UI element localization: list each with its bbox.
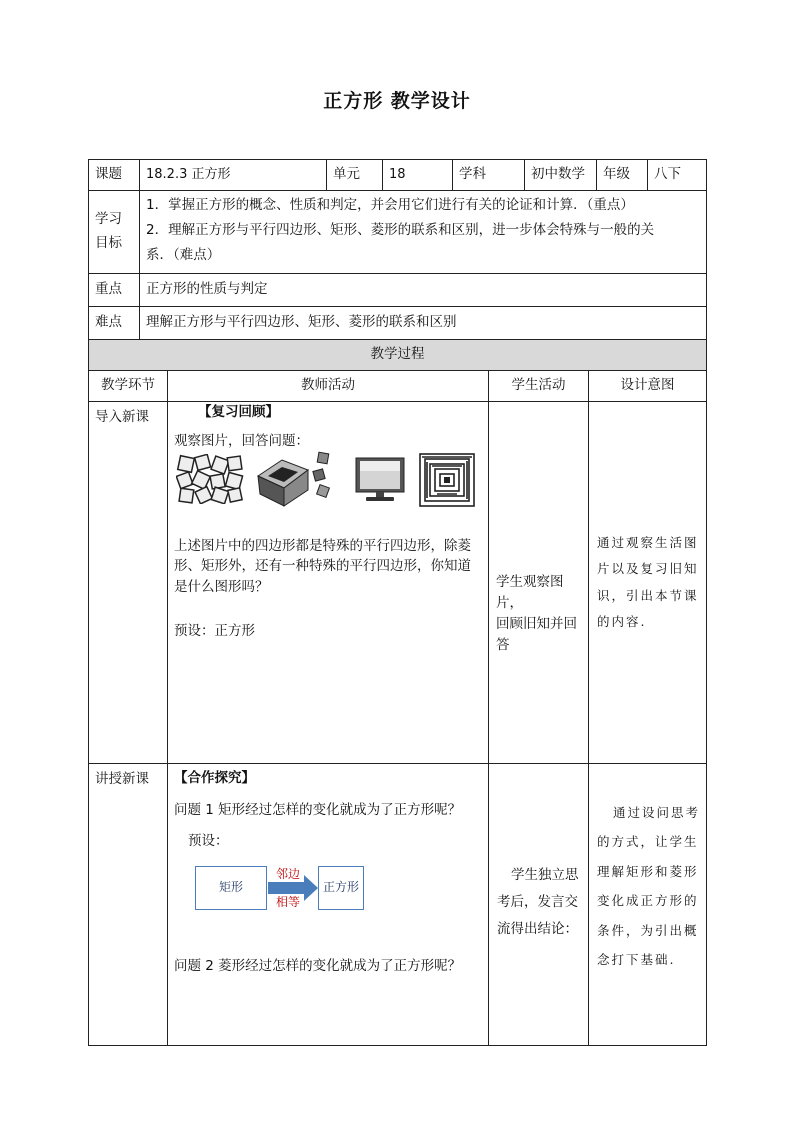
section2-preset: 预设：	[188, 833, 229, 849]
subject-value: 初中数学	[524, 159, 597, 191]
difficulty-text: 理解正方形与平行四边形、矩形、菱形的联系和区别	[139, 306, 707, 340]
section1-preset: 预设：正方形	[174, 623, 255, 639]
section2-heading: 【合作探究】	[174, 770, 255, 786]
key-point-text: 正方形的性质与判定	[139, 273, 707, 307]
objective-2-cont: 系．（难点）	[146, 246, 221, 263]
objective-1: 1．掌握正方形的概念、性质和判定，并会用它们进行有关的论证和计算．（重点）	[146, 197, 634, 213]
section2-student: 学生独立思 考后，发言交 流得出结论：	[488, 763, 589, 1046]
section2-teacher	[167, 763, 489, 1046]
section2-intent: 通过设问思考 的方式，让学生 理解矩形和菱形 变化成正方形的 条件，为引出概 念打下基础.	[588, 763, 707, 1046]
unit-label: 单元	[326, 159, 383, 191]
section1-paragraph: 上述图片中的四边形都是特殊的平行四边形，除菱 形、矩形外，还有一种特殊的平行四边形，你知道 是什么图形吗？	[174, 538, 471, 595]
monitor-image	[354, 456, 406, 504]
maze-image	[418, 452, 476, 508]
page-title: 正方形 教学设计	[323, 90, 471, 112]
section1-teacher	[167, 401, 489, 764]
col-student: 学生活动	[488, 370, 589, 402]
grade-value: 八下	[647, 159, 707, 191]
question-2: 问题 2 菱形经过怎样的变化就成为了正方形呢？	[174, 958, 462, 974]
course-value: 18.2.3 正方形	[139, 159, 327, 191]
square-box: 正方形	[318, 866, 364, 910]
section2-stage: 讲授新课	[88, 763, 168, 1046]
course-label: 课题	[88, 159, 140, 191]
cube-image	[254, 450, 336, 508]
section1-prompt: 观察图片，回答问题：	[174, 433, 309, 449]
section1-stage: 导入新课	[88, 401, 168, 764]
subject-label: 学科	[452, 159, 525, 191]
rect-box: 矩形	[195, 866, 267, 910]
objective-2: 2．理解正方形与平行四边形、矩形、菱形的联系和区别，进一步体会特殊与一般的关	[146, 221, 655, 238]
unit-value: 18	[382, 159, 453, 191]
tiles-image	[176, 454, 244, 504]
col-intent: 设计意图	[588, 370, 707, 402]
col-teacher: 教师活动	[167, 370, 489, 402]
arrow-label-top: 邻边	[276, 867, 301, 881]
section1-intent: 通过观察生活图 片以及复习旧知 识，引出本节课 的内容.	[588, 401, 707, 764]
objectives-label: 学习 目标	[88, 190, 140, 274]
arrow-label-bottom: 相等	[276, 895, 301, 909]
section1-heading: 【复习回顾】	[198, 404, 279, 420]
section1-student: 学生观察图片， 回顾旧知并回 答	[488, 401, 589, 764]
process-header: 教学过程	[88, 339, 707, 371]
difficulty-label: 难点	[88, 306, 140, 340]
question-1: 问题 1 矩形经过怎样的变化就成为了正方形呢？	[174, 802, 462, 818]
key-point-label: 重点	[88, 273, 140, 307]
col-stage: 教学环节	[88, 370, 168, 402]
grade-label: 年级	[596, 159, 648, 191]
objectives-content	[139, 190, 707, 274]
